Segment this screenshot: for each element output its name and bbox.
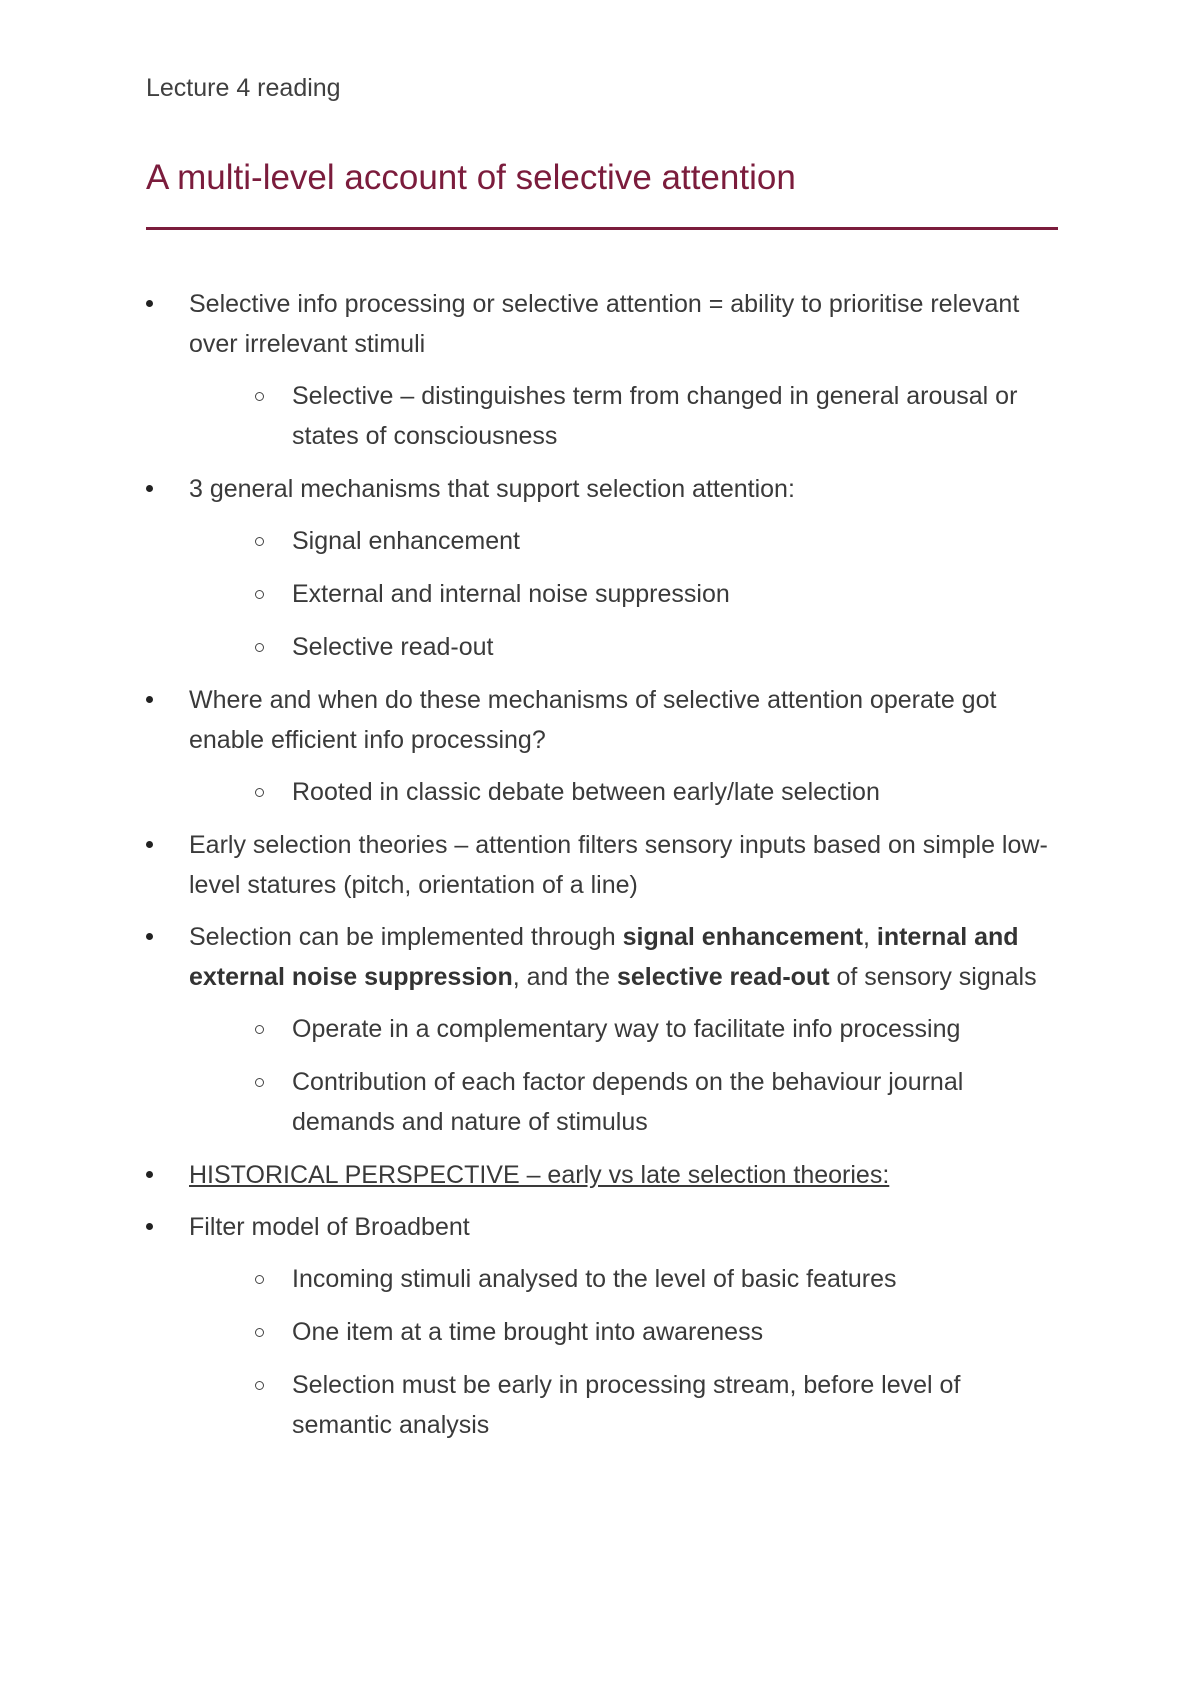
bullet-icon bbox=[146, 1223, 153, 1230]
title-underline bbox=[146, 227, 1058, 230]
sub-list-item bbox=[0, 627, 1062, 667]
bullet-icon bbox=[146, 1171, 153, 1178]
sub-list-item-text: Operate in a complementary way to facilitate info processing bbox=[292, 1015, 961, 1043]
list-item bbox=[0, 680, 1059, 760]
bullet-icon bbox=[146, 696, 153, 703]
page-title: A multi-level account of selective attention bbox=[146, 158, 796, 197]
list-item bbox=[0, 1207, 1059, 1247]
list-item-text-part: , bbox=[862, 923, 877, 951]
circle-bullet-icon bbox=[255, 643, 264, 652]
list-item-text-part: , and the bbox=[512, 963, 617, 991]
bullet-icon bbox=[146, 300, 153, 307]
circle-bullet-icon bbox=[255, 1328, 264, 1337]
circle-bullet-icon bbox=[255, 1025, 264, 1034]
sub-list-item-text: Selection must be early in processing stream, before level of semantic analysis bbox=[292, 1371, 961, 1439]
list-item bbox=[0, 1155, 1059, 1195]
circle-bullet-icon bbox=[255, 1381, 264, 1390]
circle-bullet-icon bbox=[255, 537, 264, 546]
sub-list-item-text: Rooted in classic debate between early/late selection bbox=[292, 778, 880, 806]
sub-list-item-text: Incoming stimuli analysed to the level of basic features bbox=[292, 1265, 897, 1293]
list-item-text: Filter model of Broadbent bbox=[189, 1213, 470, 1241]
bold-term-selective-read-out: selective read-out bbox=[616, 963, 830, 991]
list-item-text: Selective info processing or selective attention = ability to prioritise relevant over irrelevant stimuli bbox=[189, 290, 1020, 358]
list-item-text: Where and when do these mechanisms of selective attention operate got enable efficient info processing? bbox=[189, 686, 997, 754]
bold-term-signal-enhancement: signal enhancement bbox=[622, 923, 863, 951]
sub-list-item bbox=[0, 1365, 1062, 1445]
bullet-icon bbox=[146, 841, 153, 848]
circle-bullet-icon bbox=[255, 1078, 264, 1087]
sub-list-item-text: External and internal noise suppression bbox=[292, 580, 730, 608]
page-header: Lecture 4 reading bbox=[146, 74, 341, 102]
circle-bullet-icon bbox=[255, 590, 264, 599]
list-item bbox=[0, 825, 1059, 905]
section-heading-historical: HISTORICAL PERSPECTIVE – early vs late selection theories: bbox=[189, 1161, 890, 1189]
list-item-text: Early selection theories – attention filters sensory inputs based on simple low-level statures (pitch, orientation of a line) bbox=[189, 831, 1048, 899]
sub-list-item-text: Contribution of each factor depends on the behaviour journal demands and nature of stimulus bbox=[292, 1068, 964, 1136]
sub-list-item-text: Signal enhancement bbox=[292, 527, 520, 555]
list-item bbox=[0, 917, 1059, 997]
circle-bullet-icon bbox=[255, 788, 264, 797]
list-item-text: 3 general mechanisms that support selection attention: bbox=[189, 475, 795, 503]
notes-list bbox=[0, 284, 1200, 1458]
list-item bbox=[0, 284, 1059, 364]
circle-bullet-icon bbox=[255, 1275, 264, 1284]
bullet-icon bbox=[146, 933, 153, 940]
sub-list-item bbox=[0, 521, 1062, 561]
sub-list-item bbox=[0, 574, 1062, 614]
circle-bullet-icon bbox=[255, 392, 264, 401]
sub-list-item-text: Selective read-out bbox=[292, 633, 494, 661]
sub-list-item bbox=[0, 1312, 1062, 1352]
sub-list-item bbox=[0, 1009, 1062, 1049]
sub-list-item-text: One item at a time brought into awareness bbox=[292, 1318, 764, 1346]
sub-list-item bbox=[0, 376, 1062, 456]
bullet-icon bbox=[146, 485, 153, 492]
list-item-text-part: of sensory signals bbox=[829, 963, 1037, 991]
sub-list-item bbox=[0, 1062, 1062, 1142]
sub-list-item bbox=[0, 772, 1062, 812]
bold-term-noise-suppression: internal and external noise suppression bbox=[189, 923, 1019, 991]
sub-list-item-text: Selective – distinguishes term from changed in general arousal or states of consciousness bbox=[292, 382, 1018, 450]
sub-list-item bbox=[0, 1259, 1062, 1299]
list-item-text-part: Selection can be implemented through bbox=[189, 923, 623, 951]
list-item bbox=[0, 469, 1059, 509]
